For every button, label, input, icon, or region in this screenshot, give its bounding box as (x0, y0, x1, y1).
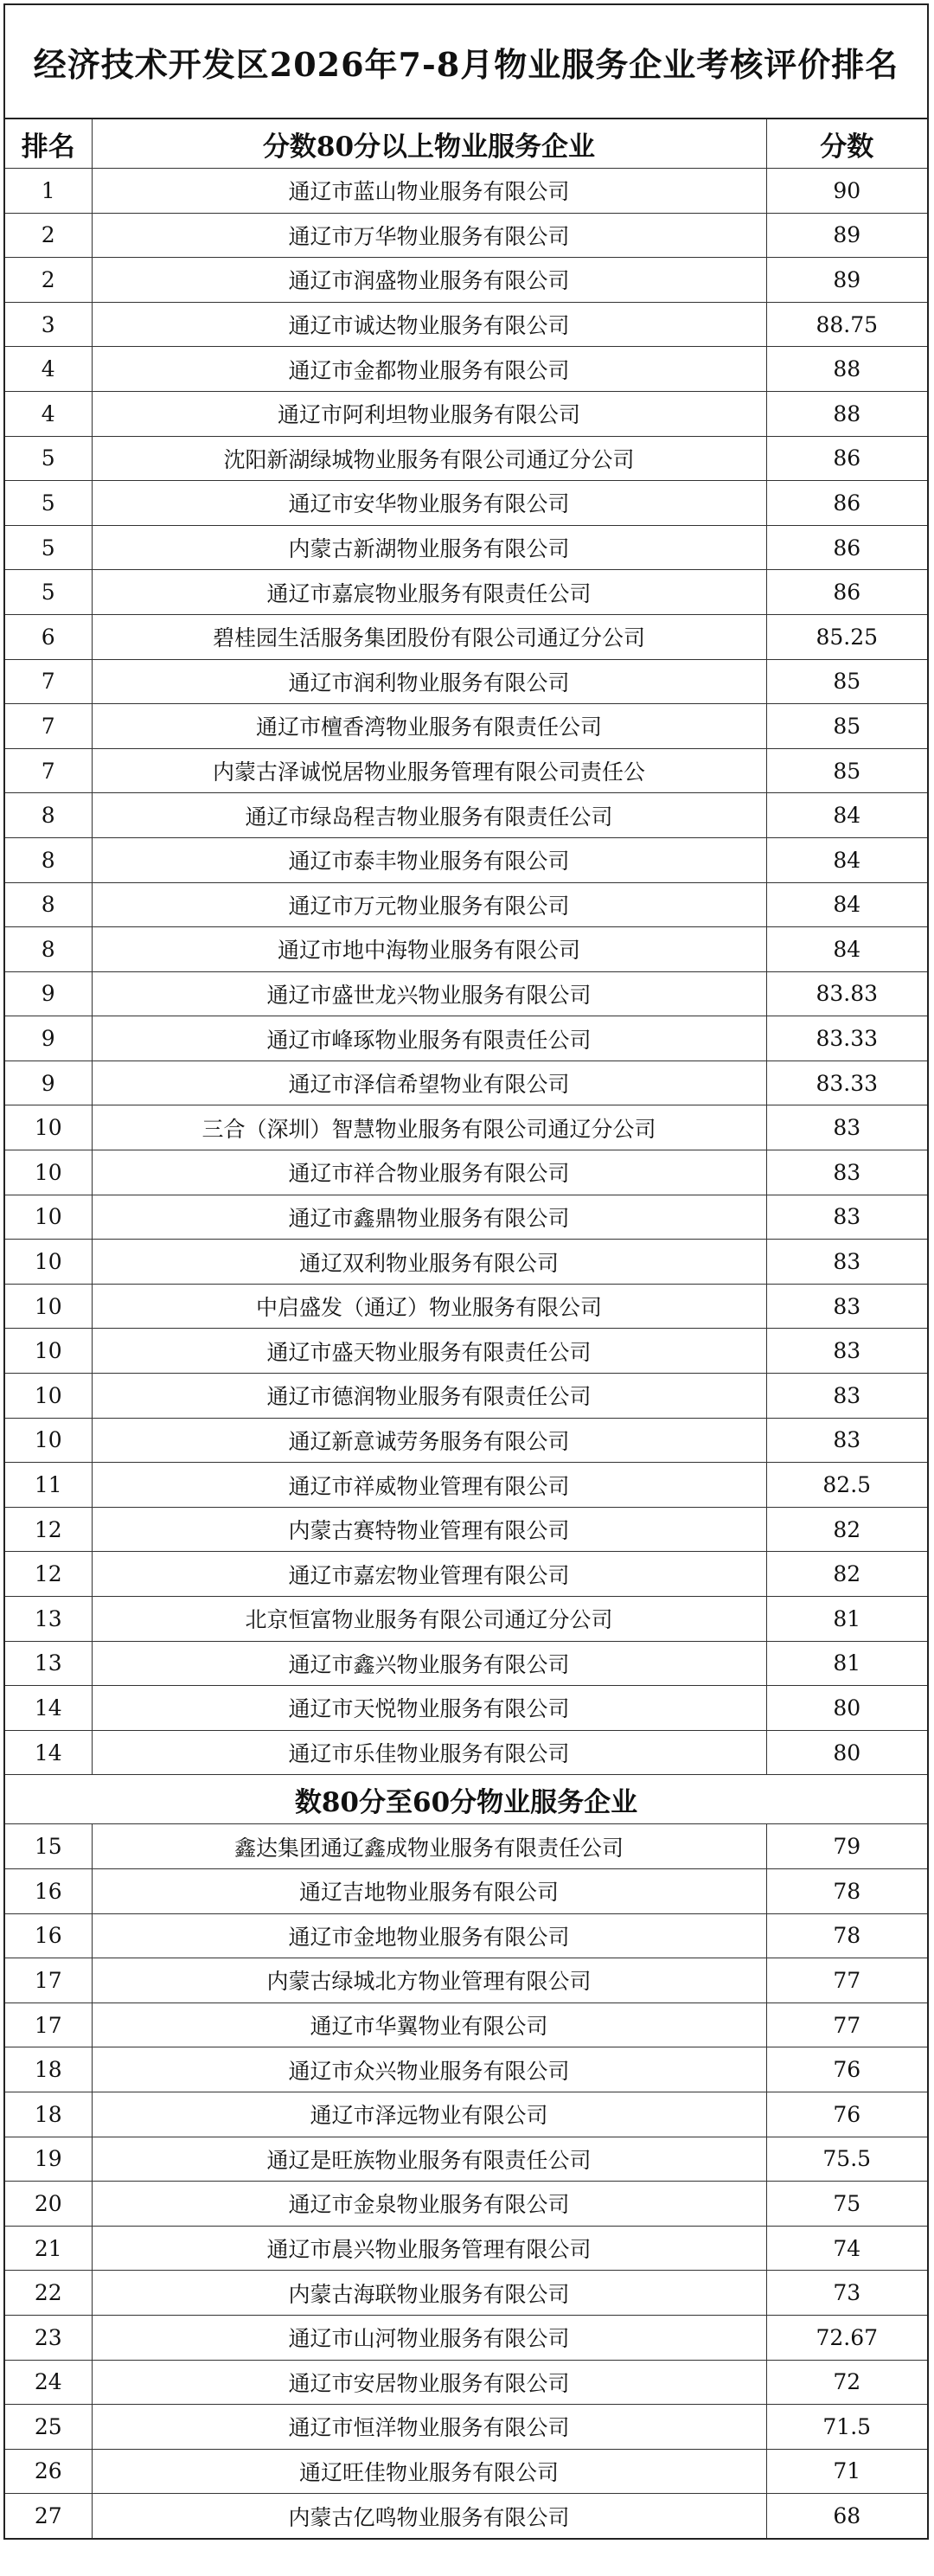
company-cell: 通辽市峰琢物业服务有限责任公司 (92, 1016, 766, 1061)
header-row (5, 119, 927, 169)
score-cell: 82.5 (766, 1463, 927, 1508)
rank-cell: 9 (5, 1016, 92, 1061)
table-body (5, 169, 927, 2538)
score-cell: 89 (766, 258, 927, 303)
table-row (5, 2271, 927, 2316)
score-cell: 86 (766, 481, 927, 526)
table-row (5, 2449, 927, 2494)
company-cell: 通辽市天悦物业服务有限公司 (92, 1686, 766, 1731)
score-cell: 83 (766, 1329, 927, 1374)
rank-cell: 18 (5, 2047, 92, 2092)
rank-cell: 21 (5, 2226, 92, 2271)
score-cell: 84 (766, 837, 927, 882)
rank-cell: 9 (5, 1061, 92, 1105)
company-cell: 通辽市诚达物业服务有限公司 (92, 302, 766, 347)
table-row (5, 1374, 927, 1419)
table-row (5, 1240, 927, 1285)
company-cell: 通辽市乐佳物业服务有限公司 (92, 1730, 766, 1775)
table-row (5, 525, 927, 570)
company-cell: 通辽市安居物业服务有限公司 (92, 2360, 766, 2405)
table-row (5, 1641, 927, 1686)
company-cell: 沈阳新湖绿城物业服务有限公司通辽分公司 (92, 436, 766, 481)
rank-cell: 13 (5, 1597, 92, 1642)
table-row (5, 659, 927, 704)
company-cell: 通辽市泰丰物业服务有限公司 (92, 837, 766, 882)
table-row (5, 2182, 927, 2227)
rank-cell: 7 (5, 748, 92, 793)
score-cell: 86 (766, 525, 927, 570)
score-cell: 83 (766, 1418, 927, 1463)
rank-cell: 22 (5, 2271, 92, 2316)
score-cell: 68 (766, 2494, 927, 2538)
score-cell: 83 (766, 1150, 927, 1195)
company-cell: 通辽市阿利坦物业服务有限公司 (92, 391, 766, 436)
score-cell: 73 (766, 2271, 927, 2316)
table-row (5, 1958, 927, 2003)
table-row (5, 2002, 927, 2047)
company-cell: 通辽市华翼物业有限公司 (92, 2002, 766, 2047)
table-row (5, 927, 927, 972)
company-cell: 通辽市檀香湾物业服务有限责任公司 (92, 704, 766, 749)
rank-cell: 5 (5, 525, 92, 570)
table-row (5, 1329, 927, 1374)
rank-cell: 5 (5, 570, 92, 615)
company-cell: 通辽市泽远物业有限公司 (92, 2092, 766, 2137)
score-cell: 84 (766, 882, 927, 927)
score-cell: 79 (766, 1824, 927, 1869)
table-row (5, 481, 927, 526)
rank-cell: 14 (5, 1730, 92, 1775)
score-cell: 78 (766, 1868, 927, 1913)
rank-cell: 19 (5, 2137, 92, 2182)
rank-cell: 1 (5, 169, 92, 214)
table-row (5, 1150, 927, 1195)
table-row (5, 169, 927, 214)
company-cell: 三合（深圳）智慧物业服务有限公司通辽分公司 (92, 1105, 766, 1150)
score-cell: 75.5 (766, 2137, 927, 2182)
score-cell: 83 (766, 1105, 927, 1150)
rank-cell: 17 (5, 2002, 92, 2047)
table-row (5, 1597, 927, 1642)
table-row (5, 2226, 927, 2271)
company-cell: 内蒙古新湖物业服务有限公司 (92, 525, 766, 570)
rank-cell: 5 (5, 436, 92, 481)
rank-cell: 2 (5, 258, 92, 303)
score-cell: 84 (766, 793, 927, 838)
score-cell: 84 (766, 927, 927, 972)
rank-cell: 20 (5, 2182, 92, 2227)
table-row (5, 213, 927, 258)
table-row (5, 748, 927, 793)
score-cell: 77 (766, 2002, 927, 2047)
rank-cell: 14 (5, 1686, 92, 1731)
table-row (5, 2494, 927, 2538)
rank-cell: 8 (5, 882, 92, 927)
score-cell: 71.5 (766, 2405, 927, 2450)
score-cell: 72.67 (766, 2315, 927, 2360)
table-row (5, 1552, 927, 1597)
company-cell: 碧桂园生活服务集团股份有限公司通辽分公司 (92, 614, 766, 659)
table-row (5, 302, 927, 347)
rank-cell: 15 (5, 1824, 92, 1869)
document-title: 经济技术开发区2026年7-8月物业服务企业考核评价排名 (5, 5, 927, 119)
rank-cell: 27 (5, 2494, 92, 2538)
score-cell: 81 (766, 1641, 927, 1686)
score-cell: 77 (766, 1958, 927, 2003)
score-cell: 85.25 (766, 614, 927, 659)
company-cell: 通辽市万华物业服务有限公司 (92, 213, 766, 258)
rank-cell: 2 (5, 213, 92, 258)
table-row (5, 436, 927, 481)
table-row (5, 2092, 927, 2137)
score-cell: 89 (766, 213, 927, 258)
company-cell: 通辽吉地物业服务有限公司 (92, 1868, 766, 1913)
rank-cell: 10 (5, 1418, 92, 1463)
header-score: 分数 (766, 119, 927, 169)
table-row (5, 1061, 927, 1105)
company-cell: 通辽市润利物业服务有限公司 (92, 659, 766, 704)
rank-cell: 9 (5, 971, 92, 1016)
table-row (5, 2047, 927, 2092)
rank-cell: 11 (5, 1463, 92, 1508)
company-cell: 内蒙古绿城北方物业管理有限公司 (92, 1958, 766, 2003)
rank-cell: 8 (5, 837, 92, 882)
rank-cell: 4 (5, 347, 92, 392)
rank-cell: 18 (5, 2092, 92, 2137)
score-cell: 81 (766, 1597, 927, 1642)
table-row (5, 2315, 927, 2360)
company-cell: 通辽旺佳物业服务有限公司 (92, 2449, 766, 2494)
score-cell: 82 (766, 1507, 927, 1552)
score-cell: 88 (766, 347, 927, 392)
rank-cell: 16 (5, 1868, 92, 1913)
score-cell: 86 (766, 570, 927, 615)
score-cell: 71 (766, 2449, 927, 2494)
table-row (5, 2137, 927, 2182)
company-cell: 通辽市蓝山物业服务有限公司 (92, 169, 766, 214)
rank-cell: 12 (5, 1507, 92, 1552)
score-cell: 80 (766, 1686, 927, 1731)
company-cell: 通辽市恒洋物业服务有限公司 (92, 2405, 766, 2450)
score-cell: 76 (766, 2047, 927, 2092)
table-row (5, 1913, 927, 1958)
score-cell: 85 (766, 704, 927, 749)
rank-cell: 8 (5, 793, 92, 838)
table-row (5, 614, 927, 659)
ranking-table (5, 119, 927, 2538)
company-cell: 内蒙古亿鸣物业服务有限公司 (92, 2494, 766, 2538)
table-row (5, 1868, 927, 1913)
rank-cell: 12 (5, 1552, 92, 1597)
rank-cell: 8 (5, 927, 92, 972)
rank-cell: 4 (5, 391, 92, 436)
section-row (5, 1775, 927, 1824)
score-cell: 83.33 (766, 1016, 927, 1061)
score-cell: 90 (766, 169, 927, 214)
table-row (5, 837, 927, 882)
score-cell: 75 (766, 2182, 927, 2227)
table-row (5, 347, 927, 392)
company-cell: 通辽市金地物业服务有限公司 (92, 1913, 766, 1958)
rank-cell: 6 (5, 614, 92, 659)
score-cell: 83 (766, 1195, 927, 1240)
company-cell: 通辽市山河物业服务有限公司 (92, 2315, 766, 2360)
company-cell: 通辽市众兴物业服务有限公司 (92, 2047, 766, 2092)
company-cell: 通辽市润盛物业服务有限公司 (92, 258, 766, 303)
company-cell: 通辽市祥威物业管理有限公司 (92, 1463, 766, 1508)
rank-cell: 16 (5, 1913, 92, 1958)
rank-cell: 10 (5, 1150, 92, 1195)
rank-cell: 5 (5, 481, 92, 526)
ranking-sheet (3, 3, 929, 2540)
company-cell: 北京恒富物业服务有限公司通辽分公司 (92, 1597, 766, 1642)
table-row (5, 2360, 927, 2405)
table-row (5, 1507, 927, 1552)
company-cell: 通辽市安华物业服务有限公司 (92, 481, 766, 526)
company-cell: 通辽是旺族物业服务有限责任公司 (92, 2137, 766, 2182)
rank-cell: 3 (5, 302, 92, 347)
company-cell: 通辽市地中海物业服务有限公司 (92, 927, 766, 972)
rank-cell: 7 (5, 704, 92, 749)
rank-cell: 26 (5, 2449, 92, 2494)
rank-cell: 25 (5, 2405, 92, 2450)
score-cell: 78 (766, 1913, 927, 1958)
company-cell: 通辽新意诚劳务服务有限公司 (92, 1418, 766, 1463)
score-cell: 83 (766, 1374, 927, 1419)
score-cell: 88 (766, 391, 927, 436)
table-row (5, 2405, 927, 2450)
company-cell: 通辽市盛天物业服务有限责任公司 (92, 1329, 766, 1374)
company-cell: 通辽市鑫兴物业服务有限公司 (92, 1641, 766, 1686)
company-cell: 内蒙古泽诚悦居物业服务管理有限公司责任公 (92, 748, 766, 793)
company-cell: 通辽市泽信希望物业有限公司 (92, 1061, 766, 1105)
score-cell: 80 (766, 1730, 927, 1775)
company-cell: 通辽市晨兴物业服务管理有限公司 (92, 2226, 766, 2271)
table-row (5, 882, 927, 927)
company-cell: 通辽双利物业服务有限公司 (92, 1240, 766, 1285)
table-row (5, 1284, 927, 1329)
score-cell: 86 (766, 436, 927, 481)
table-row (5, 1463, 927, 1508)
table-row (5, 391, 927, 436)
score-cell: 83 (766, 1240, 927, 1285)
table-row (5, 1418, 927, 1463)
rank-cell: 13 (5, 1641, 92, 1686)
score-cell: 85 (766, 659, 927, 704)
table-row (5, 971, 927, 1016)
table-row (5, 1105, 927, 1150)
company-cell: 通辽市绿岛程吉物业服务有限责任公司 (92, 793, 766, 838)
company-cell: 通辽市嘉宏物业管理有限公司 (92, 1552, 766, 1597)
table-row (5, 793, 927, 838)
table-row (5, 1824, 927, 1869)
score-cell: 83 (766, 1284, 927, 1329)
company-cell: 内蒙古海联物业服务有限公司 (92, 2271, 766, 2316)
section-title: 数80分至60分物业服务企业 (5, 1775, 927, 1824)
company-cell: 通辽市万元物业服务有限公司 (92, 882, 766, 927)
company-cell: 通辽市德润物业服务有限责任公司 (92, 1374, 766, 1419)
company-cell: 通辽市金都物业服务有限公司 (92, 347, 766, 392)
score-cell: 88.75 (766, 302, 927, 347)
score-cell: 74 (766, 2226, 927, 2271)
rank-cell: 7 (5, 659, 92, 704)
rank-cell: 10 (5, 1374, 92, 1419)
company-cell: 通辽市嘉宸物业服务有限责任公司 (92, 570, 766, 615)
company-cell: 通辽市鑫鼎物业服务有限公司 (92, 1195, 766, 1240)
table-row (5, 1195, 927, 1240)
table-row (5, 570, 927, 615)
rank-cell: 10 (5, 1105, 92, 1150)
score-cell: 85 (766, 748, 927, 793)
rank-cell: 10 (5, 1195, 92, 1240)
rank-cell: 17 (5, 1958, 92, 2003)
rank-cell: 24 (5, 2360, 92, 2405)
company-cell: 通辽市祥合物业服务有限公司 (92, 1150, 766, 1195)
company-cell: 通辽市盛世龙兴物业服务有限公司 (92, 971, 766, 1016)
table-row (5, 1686, 927, 1731)
table-row (5, 1016, 927, 1061)
company-cell: 内蒙古赛特物业管理有限公司 (92, 1507, 766, 1552)
table-row (5, 258, 927, 303)
score-cell: 83.33 (766, 1061, 927, 1105)
rank-cell: 10 (5, 1329, 92, 1374)
score-cell: 83.83 (766, 971, 927, 1016)
table-row (5, 1730, 927, 1775)
company-cell: 中启盛发（通辽）物业服务有限公司 (92, 1284, 766, 1329)
rank-cell: 10 (5, 1284, 92, 1329)
rank-cell: 10 (5, 1240, 92, 1285)
rank-cell: 23 (5, 2315, 92, 2360)
header-company: 分数80分以上物业服务企业 (92, 119, 766, 169)
company-cell: 通辽市金泉物业服务有限公司 (92, 2182, 766, 2227)
company-cell: 鑫达集团通辽鑫成物业服务有限责任公司 (92, 1824, 766, 1869)
score-cell: 72 (766, 2360, 927, 2405)
header-rank: 排名 (5, 119, 92, 169)
table-row (5, 704, 927, 749)
score-cell: 82 (766, 1552, 927, 1597)
score-cell: 76 (766, 2092, 927, 2137)
